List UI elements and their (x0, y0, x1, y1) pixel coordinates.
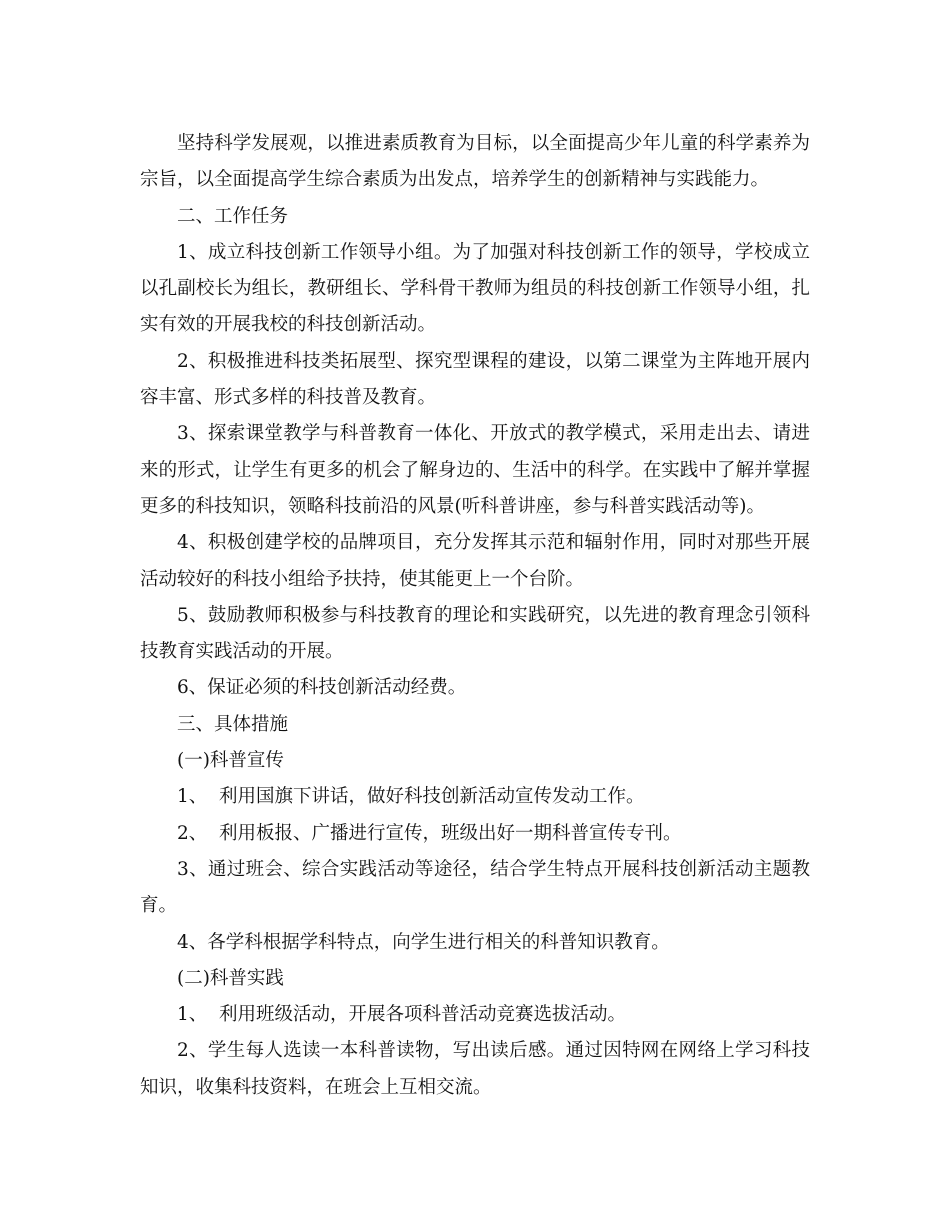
paragraph-practice-1: 1、 利用班级活动，开展各项科普活动竞赛选拔活动。 (177, 1004, 627, 1026)
paragraph-task-2: 2、积极推进科技类拓展型、探究型课程的建设，以第二课堂为主阵地开展内容丰富、形式多样的科技普及教育。 (140, 350, 810, 409)
subheading-practice: (二)科普实践 (177, 967, 284, 989)
paragraph-task-6: 6、保证必须的科技创新活动经费。 (177, 677, 467, 699)
paragraph-publicity-2: 2、 利用板报、广播进行宣传，班级出好一期科普宣传专刊。 (177, 822, 682, 844)
section-heading-measures: 三、具体措施 (177, 713, 289, 735)
subheading-publicity: (一)科普宣传 (177, 750, 284, 772)
section-heading-tasks: 二、工作任务 (177, 205, 289, 227)
paragraph-publicity-1: 1、 利用国旗下讲话，做好科技创新活动宣传发动工作。 (177, 786, 645, 808)
paragraph-practice-2: 2、学生每人选读一本科普读物，写出读后感。通过因特网在网络上学习科技知识，收集科技资料，在班会上互相交流。 (140, 1040, 810, 1098)
paragraph-intro: 坚持科学发展观，以推进素质教育为目标，以全面提高少年儿童的科学素养为宗旨，以全面提高学生综合素质为出发点，培养学生的创新精神与实践能力。 (140, 133, 810, 191)
paragraph-publicity-3: 3、通过班会、综合实践活动等途径，结合学生特点开展科技创新活动主题教育。 (140, 858, 810, 917)
paragraph-task-4: 4、积极创建学校的品牌项目，充分发挥其示范和辐射作用，同时对那些开展活动较好的科技小组给予扶持，使其能更上一个台阶。 (140, 532, 810, 590)
paragraph-publicity-4: 4、各学科根据学科特点，向学生进行相关的科普知识教育。 (177, 931, 670, 953)
paragraph-task-1: 1、成立科技创新工作领导小组。为了加强对科技创新工作的领导，学校成立以孔副校长为组长，教研组长、学科骨干教师为组员的科技创新工作领导小组，扎实有效的开展我校的科技创新活动。 (140, 241, 810, 336)
paragraph-task-5: 5、鼓励教师积极参与科技教育的理论和实践研究，以先进的教育理念引领科技教育实践活动的开展。 (140, 604, 810, 663)
paragraph-task-3: 3、探索课堂教学与科普教育一体化、开放式的教学模式，采用走出去、请进来的形式，让学生有更多的机会了解身边的、生活中的科学。在实践中了解并掌握更多的科技知识，领略科技前沿的风景(听科普讲座，参与科普实践活动等)。 (140, 423, 810, 517)
